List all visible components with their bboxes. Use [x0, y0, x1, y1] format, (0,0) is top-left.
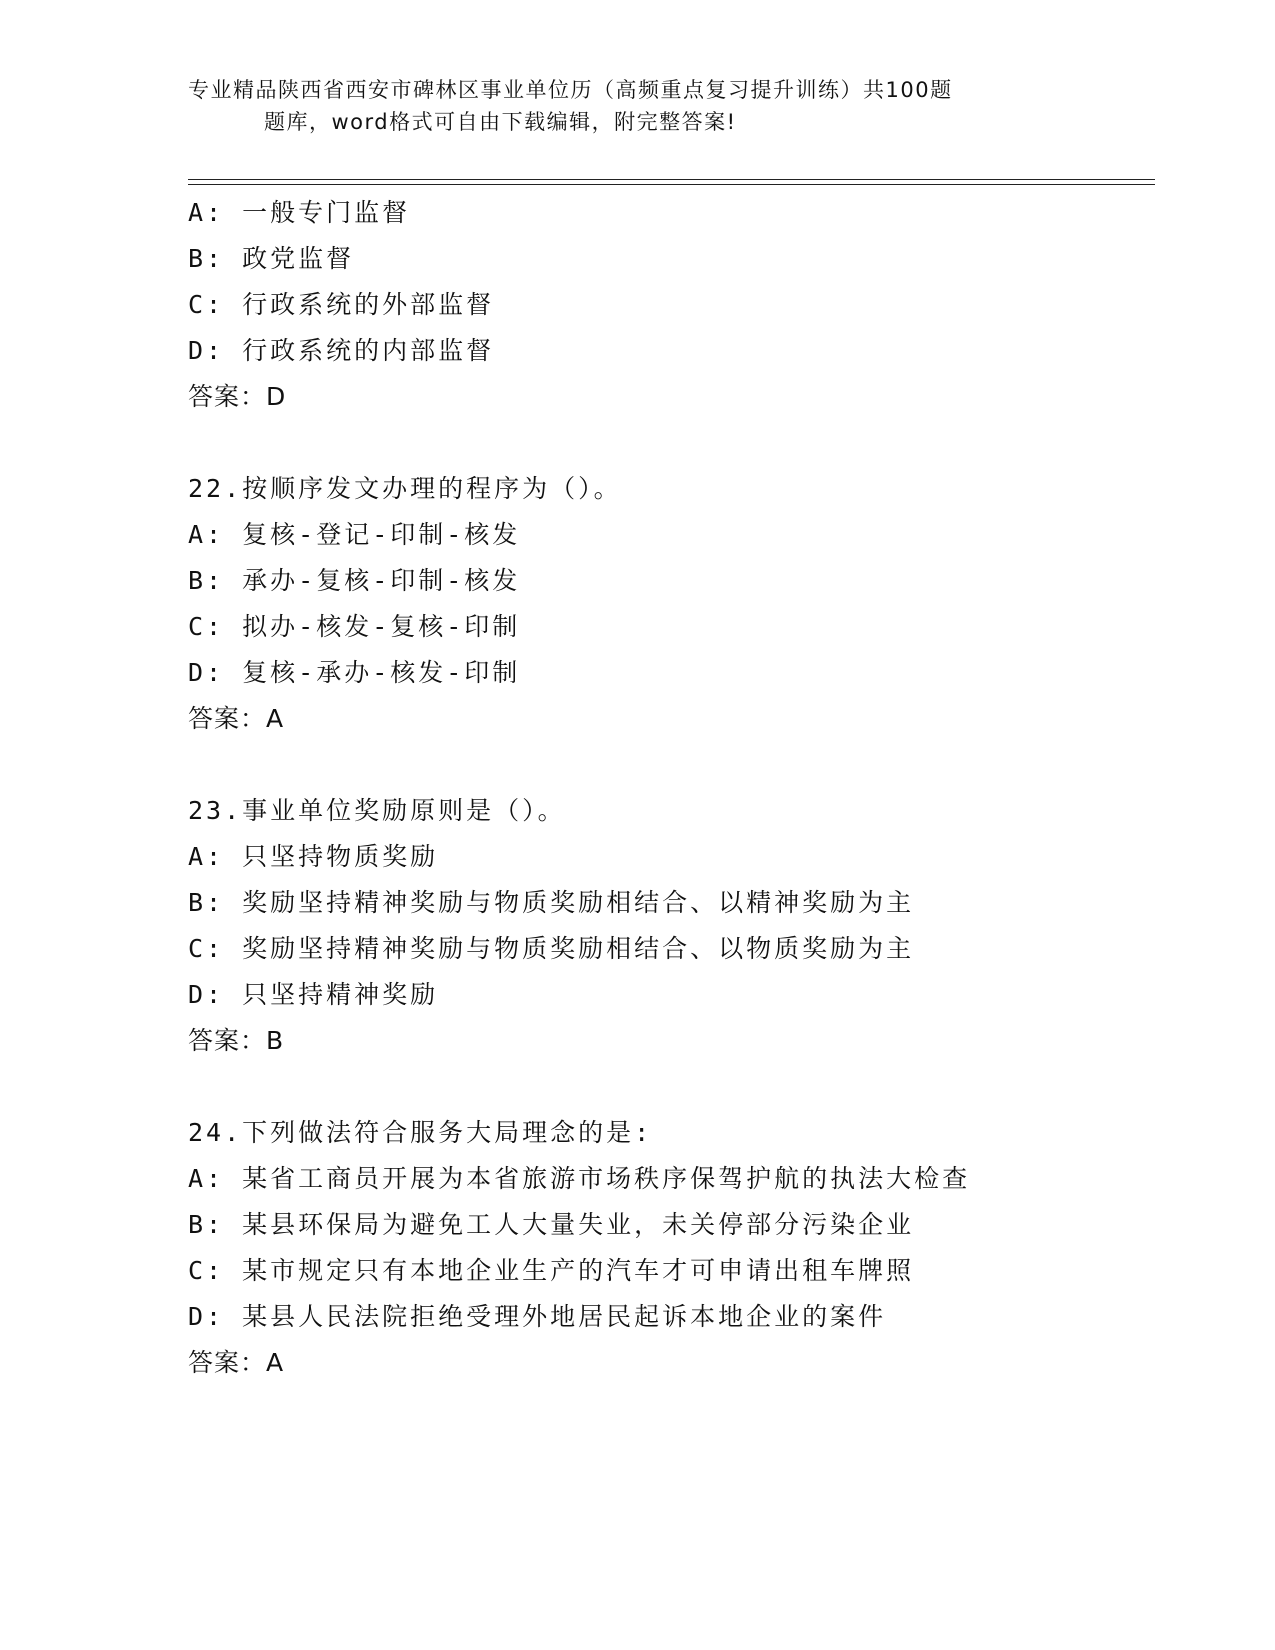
option-b: B: 政党监督 — [188, 244, 355, 273]
answer-text: 答案：B — [188, 1026, 285, 1055]
option-a: A: 只坚持物质奖励 — [188, 842, 439, 871]
option-b: B: 奖励坚持精神奖励与物质奖励相结合、以精神奖励为主 — [188, 888, 915, 917]
option-d: D: 只坚持精神奖励 — [188, 980, 439, 1009]
question-block-22 — [188, 466, 1148, 742]
option-b: B: 某县环保局为避免工人大量失业，未关停部分污染企业 — [188, 1210, 915, 1239]
answer-text: 答案：D — [188, 382, 287, 411]
option-b: B: 承办-复核-印制-核发 — [188, 566, 521, 595]
question-block-24 — [188, 1110, 1148, 1386]
header-title-line-1: 专业精品陕西省西安市碑林区事业单位历（高频重点复习提升训练）共100题 — [188, 78, 953, 102]
answer-text: 答案：A — [188, 1348, 285, 1377]
option-d: D: 行政系统的内部监督 — [188, 336, 495, 365]
spacer — [188, 420, 1148, 466]
spacer — [188, 1064, 1148, 1110]
question-text: 24.下列做法符合服务大局理念的是: — [188, 1118, 653, 1147]
option-c: C: 行政系统的外部监督 — [188, 290, 495, 319]
header-divider-bottom — [188, 184, 1155, 185]
question-block-21 — [188, 190, 1148, 420]
option-d: D: 某县人民法院拒绝受理外地居民起诉本地企业的案件 — [188, 1302, 887, 1331]
option-c: C: 某市规定只有本地企业生产的汽车才可申请出租车牌照 — [188, 1256, 915, 1285]
option-a: A: 一般专门监督 — [188, 198, 411, 227]
option-a: A: 复核-登记-印制-核发 — [188, 520, 521, 549]
header-divider-top — [188, 179, 1155, 180]
option-a: A: 某省工商员开展为本省旅游市场秩序保驾护航的执法大检查 — [188, 1164, 971, 1193]
document-header — [188, 74, 1068, 138]
option-c: C: 奖励坚持精神奖励与物质奖励相结合、以物质奖励为主 — [188, 934, 915, 963]
header-title-line-2: 题库，word格式可自由下载编辑，附完整答案! — [264, 110, 737, 134]
question-text: 22.按顺序发文办理的程序为（）。 — [188, 474, 622, 503]
spacer — [188, 742, 1148, 788]
question-list — [188, 190, 1148, 1386]
question-text: 23.事业单位奖励原则是（）。 — [188, 796, 566, 825]
option-d: D: 复核-承办-核发-印制 — [188, 658, 521, 687]
question-block-23 — [188, 788, 1148, 1064]
answer-text: 答案：A — [188, 704, 285, 733]
option-c: C: 拟办-核发-复核-印制 — [188, 612, 521, 641]
